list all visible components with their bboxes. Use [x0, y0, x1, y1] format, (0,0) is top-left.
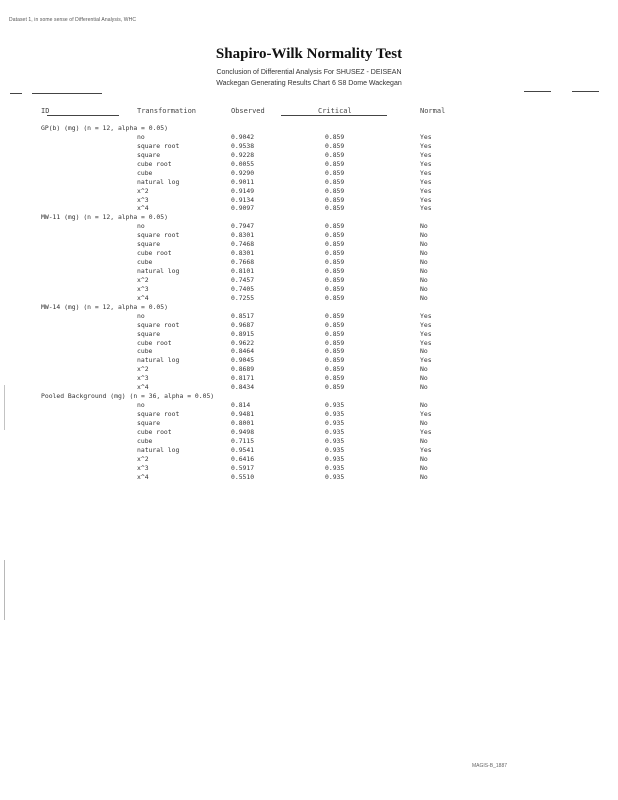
cell-transformation: no [137, 311, 145, 320]
cell-normal: Yes [420, 427, 432, 436]
table-row [0, 222, 618, 231]
cell-transformation: cube [137, 347, 153, 356]
cell-observed: 0.9045 [231, 356, 255, 365]
rule-left-short [10, 93, 22, 94]
cell-normal: Yes [420, 150, 432, 159]
cell-critical: 0.935 [325, 401, 345, 410]
table-row [0, 473, 618, 482]
cell-transformation: x^4 [137, 383, 149, 392]
cell-normal: Yes [420, 329, 432, 338]
cell-normal: Yes [420, 356, 432, 365]
rule-right-1 [524, 91, 551, 92]
cell-observed: 0.7115 [231, 436, 255, 445]
group-label: Pooled Background (mg) (n = 36, alpha = 0.05) [41, 392, 215, 401]
cell-normal: No [420, 267, 428, 275]
cell-critical: 0.935 [325, 418, 345, 427]
cell-transformation: x^4 [137, 293, 149, 302]
cell-normal: No [420, 347, 428, 356]
cell-observed: 0.8301 [231, 249, 255, 258]
cell-observed: 0.7457 [231, 275, 255, 284]
cell-critical: 0.859 [325, 186, 345, 195]
cell-observed: 0.5510 [231, 472, 255, 481]
rule-left-long [32, 93, 102, 94]
cell-critical: 0.859 [325, 195, 345, 204]
cell-normal: No [420, 454, 428, 463]
cell-observed: 0.9498 [231, 427, 255, 436]
cell-critical: 0.859 [325, 267, 345, 275]
table-row [0, 267, 618, 276]
cell-transformation: square root [137, 141, 180, 150]
cell-observed: 0.8301 [231, 231, 255, 240]
table-row [0, 464, 618, 473]
cell-transformation: cube [137, 436, 153, 445]
cell-critical: 0.859 [325, 347, 345, 356]
cell-observed: 0.0055 [231, 159, 255, 168]
cell-transformation: x^4 [137, 472, 149, 481]
cell-critical: 0.859 [325, 284, 345, 293]
cell-observed: 0.8464 [231, 347, 255, 356]
cell-observed: 0.9011 [231, 177, 255, 186]
scan-mark [4, 560, 5, 620]
cell-observed: 0.9290 [231, 168, 255, 177]
cell-critical: 0.859 [325, 231, 345, 240]
table-row [0, 240, 618, 249]
table-row [0, 330, 618, 339]
table-row [0, 312, 618, 321]
cell-observed: 0.7255 [231, 293, 255, 302]
cell-critical: 0.859 [325, 168, 345, 177]
cell-observed: 0.7947 [231, 222, 255, 231]
cell-normal: Yes [420, 168, 432, 177]
cell-transformation: x^3 [137, 284, 149, 293]
cell-observed: 0.9134 [231, 195, 255, 204]
cell-critical: 0.935 [325, 427, 345, 436]
cell-observed: 0.9541 [231, 445, 255, 454]
cell-observed: 0.7405 [231, 284, 255, 293]
subtitle-1: Conclusion of Differential Analysis For SHUSEZ - DEISEAN [216, 69, 402, 76]
cell-critical: 0.935 [325, 472, 345, 481]
cell-critical: 0.859 [325, 275, 345, 284]
cell-critical: 0.859 [325, 177, 345, 186]
cell-critical: 0.859 [325, 258, 345, 267]
cell-normal: Yes [420, 338, 432, 347]
table-row [0, 410, 618, 419]
cell-transformation: square [137, 418, 161, 427]
table-row [0, 383, 618, 392]
cell-critical: 0.859 [325, 311, 345, 320]
cell-transformation: square [137, 150, 161, 159]
table-row [0, 437, 618, 446]
cell-observed: 0.8101 [231, 267, 255, 275]
cell-transformation: square [137, 240, 161, 249]
rule-right-2 [572, 91, 599, 92]
cell-transformation: cube root [137, 249, 172, 258]
cell-normal: Yes [420, 410, 432, 418]
cell-normal: Yes [420, 320, 432, 329]
cell-critical: 0.859 [325, 204, 345, 213]
cell-observed: 0.8434 [231, 383, 255, 392]
cell-observed: 0.814 [231, 401, 251, 410]
cell-observed: 0.9228 [231, 150, 255, 159]
table-row [0, 196, 618, 205]
cell-critical: 0.859 [325, 374, 345, 383]
cell-normal: No [420, 293, 428, 302]
table-row [0, 258, 618, 267]
cell-critical: 0.935 [325, 445, 345, 454]
cell-transformation: x^2 [137, 454, 149, 463]
cell-transformation: natural log [137, 445, 180, 454]
cell-observed: 0.9149 [231, 186, 255, 195]
table-row [0, 285, 618, 294]
cell-critical: 0.859 [325, 329, 345, 338]
scan-mark [4, 385, 5, 430]
cell-transformation: no [137, 132, 145, 141]
cell-critical: 0.859 [325, 159, 345, 168]
cell-transformation: cube [137, 168, 153, 177]
cell-transformation: square root [137, 410, 180, 418]
subtitle-2: Wackegan Generating Results Chart 6 S8 Dome Wackegan [216, 80, 402, 87]
cell-observed: 0.6416 [231, 454, 255, 463]
header-note: Dataset 1, in some sense of Differential Analysis, WHC [9, 17, 137, 23]
table-row [0, 178, 618, 187]
cell-critical: 0.935 [325, 410, 345, 418]
cell-transformation: square root [137, 320, 180, 329]
cell-observed: 0.5917 [231, 463, 255, 472]
table-row [0, 142, 618, 151]
cell-critical: 0.859 [325, 240, 345, 249]
cell-normal: Yes [420, 159, 432, 168]
cell-transformation: natural log [137, 177, 180, 186]
cell-normal: No [420, 472, 428, 481]
cell-transformation: x^3 [137, 374, 149, 383]
table-row [0, 294, 618, 303]
cell-transformation: no [137, 222, 145, 231]
cell-normal: Yes [420, 445, 432, 454]
cell-transformation: cube root [137, 338, 172, 347]
cell-observed: 0.9097 [231, 204, 255, 213]
cell-normal: No [420, 222, 428, 231]
cell-normal: No [420, 436, 428, 445]
cell-critical: 0.859 [325, 150, 345, 159]
cell-observed: 0.8171 [231, 374, 255, 383]
table-row [0, 133, 618, 142]
cell-observed: 0.9622 [231, 338, 255, 347]
cell-normal: No [420, 401, 428, 410]
cell-observed: 0.9481 [231, 410, 255, 418]
cell-observed: 0.8517 [231, 311, 255, 320]
table-row [0, 339, 618, 348]
rule-critical-header [281, 115, 387, 116]
cell-observed: 0.7468 [231, 240, 255, 249]
cell-critical: 0.859 [325, 141, 345, 150]
cell-critical: 0.935 [325, 454, 345, 463]
group-header-row [0, 124, 618, 133]
cell-normal: No [420, 374, 428, 383]
cell-transformation: square [137, 329, 161, 338]
cell-normal: Yes [420, 141, 432, 150]
cell-critical: 0.859 [325, 222, 345, 231]
cell-transformation: x^2 [137, 365, 149, 374]
group-label: GP(b) (mg) (n = 12, alpha = 0.05) [41, 124, 168, 132]
cell-observed: 0.9042 [231, 132, 255, 141]
table-row [0, 401, 618, 410]
group-label: MW-11 (mg) (n = 12, alpha = 0.05) [41, 213, 168, 222]
table-row [0, 204, 618, 213]
cell-normal: No [420, 258, 428, 267]
cell-critical: 0.859 [325, 132, 345, 141]
cell-normal: No [420, 463, 428, 472]
table-row [0, 455, 618, 464]
column-header-transformation: Transformation [137, 107, 197, 115]
cell-normal: No [420, 240, 428, 249]
cell-observed: 0.8689 [231, 365, 255, 374]
table-row [0, 446, 618, 455]
cell-transformation: cube root [137, 427, 172, 436]
table-row [0, 374, 618, 383]
cell-normal: No [420, 249, 428, 258]
cell-observed: 0.7668 [231, 258, 255, 267]
cell-critical: 0.935 [325, 463, 345, 472]
cell-transformation: x^2 [137, 275, 149, 284]
page-title: Shapiro-Wilk Normality Test [215, 46, 403, 62]
table-row [0, 365, 618, 374]
table-row [0, 187, 618, 196]
cell-transformation: square root [137, 231, 180, 240]
cell-normal: No [420, 231, 428, 240]
cell-observed: 0.8001 [231, 418, 255, 427]
cell-critical: 0.859 [325, 365, 345, 374]
table-row [0, 249, 618, 258]
cell-critical: 0.859 [325, 356, 345, 365]
cell-critical: 0.935 [325, 436, 345, 445]
table-row [0, 428, 618, 437]
table-row [0, 276, 618, 285]
cell-transformation: x^4 [137, 204, 149, 213]
table-row [0, 160, 618, 169]
cell-normal: No [420, 383, 428, 392]
cell-observed: 0.8915 [231, 329, 255, 338]
cell-normal: No [420, 418, 428, 427]
cell-transformation: natural log [137, 267, 180, 275]
cell-transformation: x^2 [137, 186, 149, 195]
table-row [0, 321, 618, 330]
group-header-row [0, 303, 618, 312]
table-row [0, 419, 618, 428]
group-header-row [0, 392, 618, 401]
cell-normal: No [420, 275, 428, 284]
table-row [0, 169, 618, 178]
cell-transformation: cube root [137, 159, 172, 168]
cell-transformation: no [137, 401, 145, 410]
cell-critical: 0.859 [325, 383, 345, 392]
cell-normal: No [420, 284, 428, 293]
results-table [0, 124, 618, 482]
cell-observed: 0.9687 [231, 320, 255, 329]
cell-observed: 0.9538 [231, 141, 255, 150]
rule-group-header [47, 115, 119, 116]
document-id: MAGIS-B_1887 [472, 763, 508, 769]
column-header-group: ID [41, 107, 50, 115]
cell-normal: Yes [420, 132, 432, 141]
column-header-critical: Critical [318, 107, 352, 115]
table-row [0, 151, 618, 160]
table-row [0, 231, 618, 240]
cell-transformation: cube [137, 258, 153, 267]
cell-normal: Yes [420, 177, 432, 186]
cell-critical: 0.859 [325, 338, 345, 347]
cell-normal: No [420, 365, 428, 374]
cell-normal: Yes [420, 195, 432, 204]
cell-transformation: x^3 [137, 195, 149, 204]
cell-normal: Yes [420, 186, 432, 195]
cell-critical: 0.859 [325, 320, 345, 329]
table-row [0, 356, 618, 365]
cell-critical: 0.859 [325, 249, 345, 258]
table-row [0, 347, 618, 356]
cell-normal: Yes [420, 204, 432, 213]
cell-critical: 0.859 [325, 293, 345, 302]
column-header-normal: Normal [420, 107, 446, 115]
cell-transformation: natural log [137, 356, 180, 365]
column-header-observed: Observed [231, 107, 265, 115]
group-header-row [0, 213, 618, 222]
group-label: MW-14 (mg) (n = 12, alpha = 0.05) [41, 302, 168, 311]
cell-normal: Yes [420, 311, 432, 320]
cell-transformation: x^3 [137, 463, 149, 472]
